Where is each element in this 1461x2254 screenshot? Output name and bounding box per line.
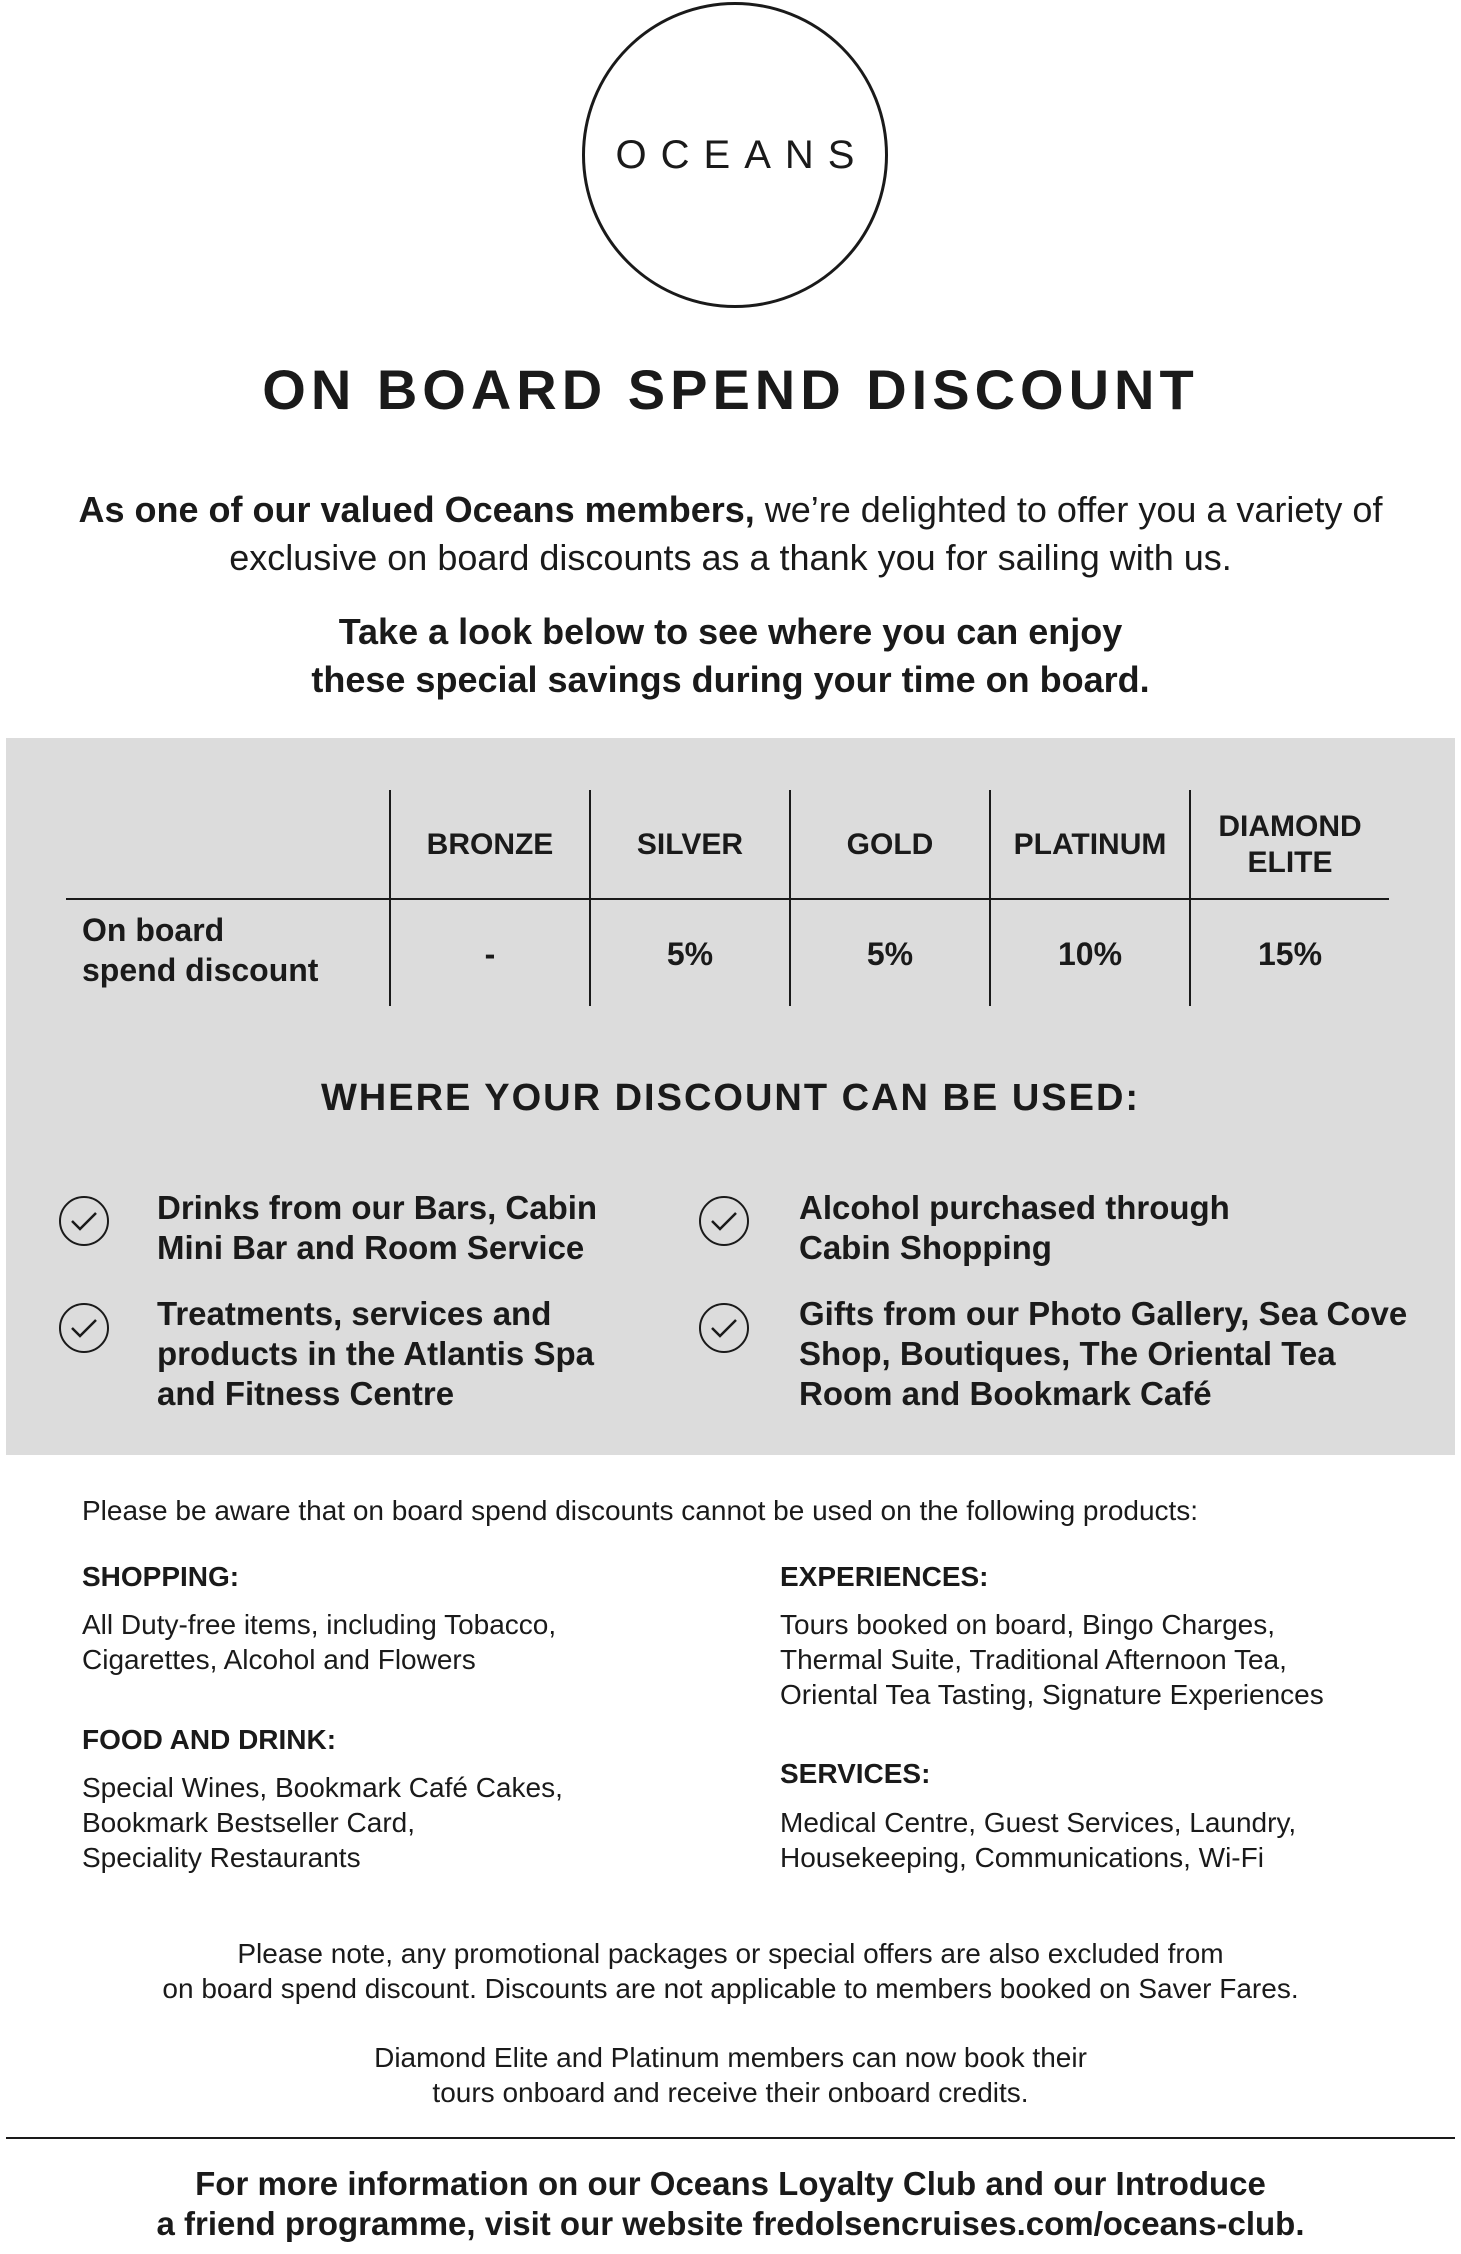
- value-platinum: 10%: [1057, 935, 1123, 972]
- use-item-line: Mini Bar and Room Service: [157, 1229, 585, 1266]
- shopping-list: [82, 1607, 556, 1677]
- exclusion-line: Cigarettes, Alcohol and Flowers: [82, 1644, 476, 1675]
- exclusion-line: Special Wines, Bookmark Café Cakes,: [82, 1772, 563, 1803]
- row-label: [82, 910, 382, 990]
- value-diamond-elite: 15%: [1257, 935, 1323, 972]
- check-circle-icon: [699, 1303, 749, 1353]
- intro-callout-line1: Take a look below to see where you can enjoy: [338, 611, 1123, 652]
- use-item-line: and Fitness Centre: [157, 1375, 455, 1412]
- footer-divider: [6, 2137, 1455, 2139]
- intro-bold: As one of our valued Oceans members,: [78, 489, 755, 530]
- exclusion-line: Speciality Restaurants: [82, 1842, 361, 1873]
- promotional-note: [0, 1936, 1461, 2006]
- exclusion-line: All Duty-free items, including Tobacco,: [82, 1609, 557, 1640]
- oceans-logo: [582, 2, 888, 308]
- check-circle-icon: [59, 1196, 109, 1246]
- exclusions-intro: Please be aware that on board spend discounts cannot be used on the following products:: [82, 1495, 1199, 1526]
- experiences-list: [780, 1607, 1324, 1712]
- value-bronze: -: [484, 935, 496, 972]
- exclusion-line: Tours booked on board, Bingo Charges,: [780, 1609, 1275, 1640]
- check-circle-icon: [699, 1196, 749, 1246]
- tier-platinum: PLATINUM: [1013, 828, 1167, 861]
- intro-callout-line2: these special savings during your time on board.: [311, 659, 1150, 700]
- exclusion-line: Oriental Tea Tasting, Signature Experiences: [780, 1679, 1324, 1710]
- exclusion-line: Medical Centre, Guest Services, Laundry,: [780, 1807, 1297, 1838]
- use-item-line: Shop, Boutiques, The Oriental Tea: [799, 1335, 1336, 1372]
- note-line: on board spend discount. Discounts are not applicable to members booked on Saver Fares.: [162, 1973, 1299, 2004]
- footer-info: [0, 2164, 1461, 2244]
- note-line: tours onboard and receive their onboard credits.: [432, 2077, 1029, 2108]
- use-item-line: Room and Bookmark Café: [799, 1375, 1212, 1412]
- exclusion-line: Housekeeping, Communications, Wi-Fi: [780, 1842, 1264, 1873]
- food-list: [82, 1770, 563, 1875]
- use-item-drinks: [157, 1188, 597, 1268]
- value-gold: 5%: [866, 935, 914, 972]
- where-heading: WHERE YOUR DISCOUNT CAN BE USED:: [320, 1077, 1141, 1119]
- use-item-gifts: [799, 1294, 1407, 1414]
- experiences-heading: EXPERIENCES:: [780, 1561, 989, 1592]
- use-item-line: Cabin Shopping: [799, 1229, 1052, 1266]
- use-item-line: Treatments, services and: [157, 1295, 552, 1332]
- tier-diamond-elite: DIAMOND ELITE: [1218, 810, 1362, 879]
- note-line: Diamond Elite and Platinum members can now book their: [374, 2042, 1087, 2073]
- use-item-alcohol: [799, 1188, 1230, 1268]
- food-heading: FOOD AND DRINK:: [82, 1724, 337, 1755]
- use-item-spa: [157, 1294, 594, 1414]
- logo-text: OCEANS: [615, 132, 869, 177]
- use-item-line: Alcohol purchased through: [799, 1189, 1230, 1226]
- intro-rest: we’re delighted to offer you a variety of exclusive on board discounts as a thank you for sailing with us.: [229, 489, 1383, 578]
- use-item-line: products in the Atlantis Spa: [157, 1335, 594, 1372]
- exclusion-line: Thermal Suite, Traditional Afternoon Tea,: [780, 1644, 1287, 1675]
- note-line: Please note, any promotional packages or special offers are also excluded from: [237, 1938, 1224, 1969]
- intro-paragraph: [60, 486, 1401, 582]
- footer-line: a friend programme, visit our website fredolsencruises.com/oceans-club.: [156, 2205, 1305, 2242]
- use-item-line: Drinks from our Bars, Cabin: [157, 1189, 598, 1226]
- services-list: [780, 1805, 1296, 1875]
- intro-callout: [60, 608, 1401, 704]
- services-heading: SERVICES:: [780, 1758, 931, 1789]
- diamond-platinum-note: [0, 2040, 1461, 2110]
- page-title: ON BOARD SPEND DISCOUNT: [262, 358, 1199, 421]
- shopping-heading: SHOPPING:: [82, 1561, 240, 1592]
- check-circle-icon: [59, 1303, 109, 1353]
- use-item-line: Gifts from our Photo Gallery, Sea Cove: [799, 1295, 1408, 1332]
- tier-bronze: BRONZE: [426, 828, 554, 861]
- footer-line: For more information on our Oceans Loyalty Club and our Introduce: [195, 2165, 1266, 2202]
- row-label-line2: spend discount: [82, 952, 319, 988]
- tier-gold: GOLD: [846, 828, 934, 861]
- row-label-line1: On board: [82, 912, 225, 948]
- tier-silver: SILVER: [636, 828, 744, 861]
- exclusion-line: Bookmark Bestseller Card,: [82, 1807, 416, 1838]
- value-silver: 5%: [666, 935, 714, 972]
